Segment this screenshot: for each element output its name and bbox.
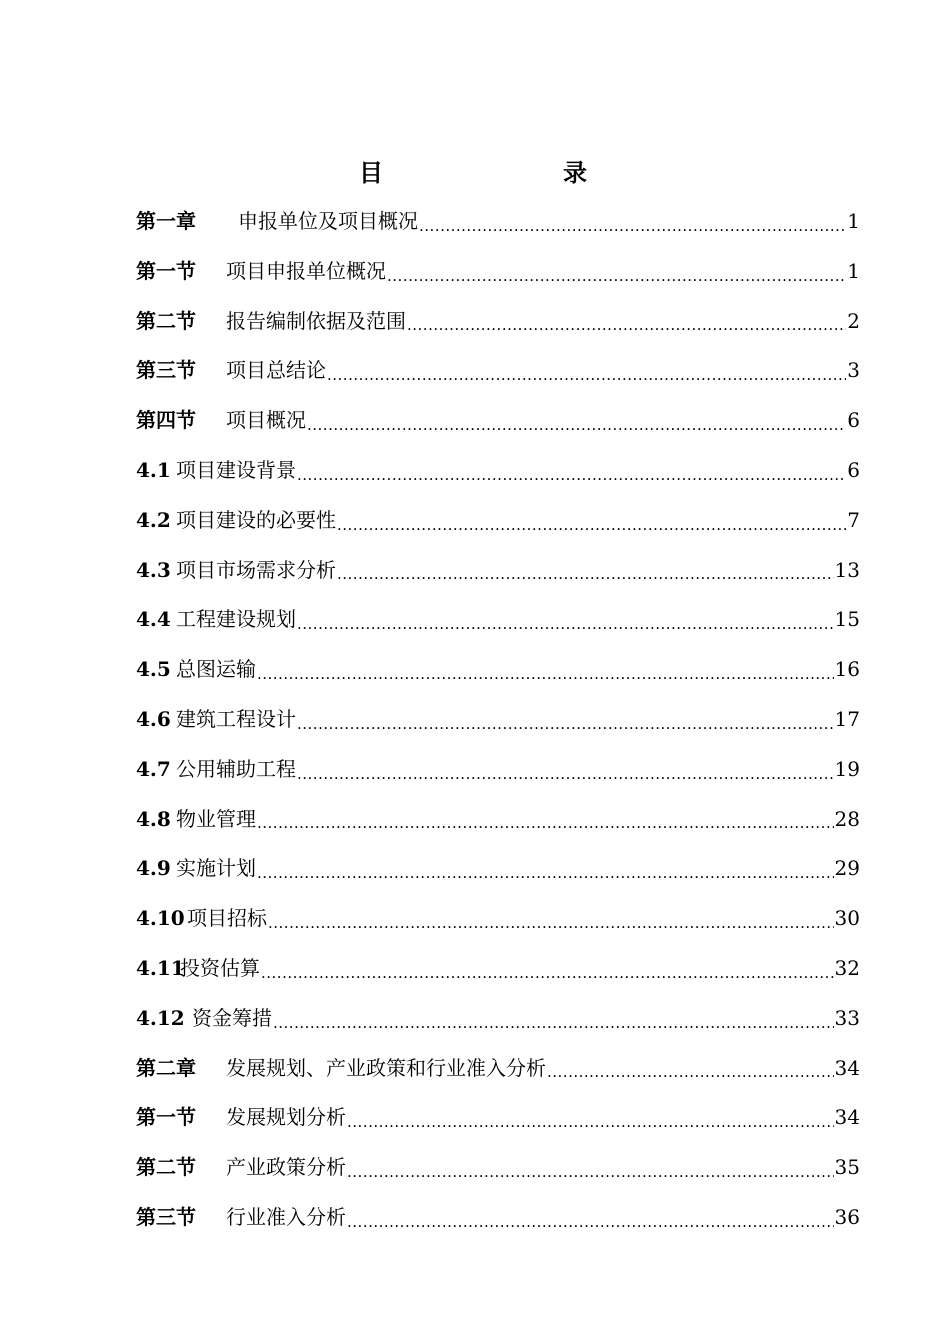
- toc-entry-title: 投资估算: [180, 955, 260, 980]
- toc-entry-number: 4.10: [136, 906, 185, 931]
- toc-entry-section[interactable]: [136, 396, 860, 446]
- toc-entry-page: 1: [847, 258, 860, 283]
- dot-leader: [273, 1016, 834, 1044]
- dot-leader: [297, 767, 834, 795]
- toc-entry-page: 7: [847, 507, 860, 532]
- toc-entry-number: 4.4: [136, 607, 171, 632]
- toc-entry-title: 工程建设规划: [176, 607, 296, 632]
- toc-entry-page: 34: [834, 1055, 860, 1080]
- toc-entry-page: 6: [847, 457, 860, 482]
- toc-title: 目 录: [359, 158, 631, 187]
- toc-entry-page: 28: [834, 806, 860, 831]
- dot-leader: [387, 269, 846, 297]
- toc-entry-number: 4.6: [136, 706, 171, 731]
- dot-leader: [347, 1115, 834, 1143]
- toc-entry-page: 36: [834, 1204, 860, 1229]
- dot-leader: [257, 816, 834, 844]
- toc-entry-section[interactable]: [136, 346, 860, 396]
- toc-entry-number: 第二章: [136, 1055, 196, 1080]
- toc-entry-section[interactable]: [136, 1143, 860, 1193]
- toc-entry-number: 4.1: [136, 457, 171, 482]
- toc-entry-subsection[interactable]: [136, 496, 860, 546]
- toc-entry-subsection[interactable]: [136, 844, 860, 894]
- toc-entry-subsection[interactable]: [136, 595, 860, 645]
- dot-leader: [347, 1165, 834, 1193]
- toc-entry-subsection[interactable]: [136, 894, 860, 944]
- toc-entry-number: 第四节: [136, 408, 196, 433]
- dot-leader: [337, 518, 846, 546]
- toc-entry-title: 项目概况: [226, 408, 306, 433]
- toc-entry-title: 报告编制依据及范围: [226, 308, 406, 333]
- toc-entry-number: 4.12: [136, 1005, 185, 1030]
- toc-entry-subsection[interactable]: [136, 446, 860, 496]
- toc-entry-subsection[interactable]: [136, 994, 860, 1044]
- toc-entry-title: 项目申报单位概况: [226, 258, 386, 283]
- toc-entry-page: 2: [847, 308, 860, 333]
- toc-entry-number: 第一节: [136, 258, 196, 283]
- toc-entry-subsection[interactable]: [136, 695, 860, 745]
- toc-entry-title: 物业管理: [176, 806, 256, 831]
- toc-entry-number: 第二节: [136, 1155, 196, 1180]
- toc-entry-section[interactable]: [136, 1093, 860, 1143]
- dot-leader: [347, 1215, 834, 1243]
- toc-entry-title: 资金筹措: [192, 1005, 272, 1030]
- dot-leader: [257, 866, 834, 894]
- toc-entry-title: 项目总结论: [226, 358, 326, 383]
- toc-entry-subsection[interactable]: [136, 645, 860, 695]
- toc-entry-number: 4.5: [136, 657, 171, 682]
- toc-entry-page: 34: [834, 1105, 860, 1130]
- toc-entry-subsection[interactable]: [136, 944, 860, 994]
- toc-entry-page: 33: [834, 1005, 860, 1030]
- toc-entry-number: 4.11: [136, 955, 185, 980]
- dot-leader: [337, 567, 834, 595]
- toc-entry-page: 30: [834, 906, 860, 931]
- toc-entry-number: 4.9: [136, 856, 171, 881]
- toc-entry-subsection[interactable]: [136, 745, 860, 795]
- toc-entry-section[interactable]: [136, 247, 860, 297]
- toc-entry-section[interactable]: [136, 1193, 860, 1243]
- toc-entry-title: 项目建设背景: [176, 457, 296, 482]
- toc-entry-page: 17: [834, 706, 860, 731]
- toc-entry-title: 建筑工程设计: [176, 706, 296, 731]
- toc-entry-title: 发展规划、产业政策和行业准入分析: [226, 1055, 546, 1080]
- toc-list: [136, 197, 860, 1243]
- toc-entry-section[interactable]: [136, 297, 860, 347]
- toc-entry-page: 19: [834, 756, 860, 781]
- toc-entry-number: 4.3: [136, 557, 171, 582]
- toc-entry-title: 项目招标: [187, 906, 267, 931]
- dot-leader: [297, 468, 846, 496]
- toc-entry-title: 产业政策分析: [226, 1155, 346, 1180]
- toc-entry-title: 行业准入分析: [226, 1204, 346, 1229]
- toc-entry-page: 13: [834, 557, 860, 582]
- toc-entry-title: 项目市场需求分析: [176, 557, 336, 582]
- dot-leader: [257, 667, 834, 695]
- dot-leader: [268, 916, 834, 944]
- dot-leader: [419, 219, 846, 247]
- toc-entry-page: 3: [847, 358, 860, 383]
- toc-entry-page: 35: [834, 1155, 860, 1180]
- toc-entry-number: 第二节: [136, 308, 196, 333]
- toc-entry-number: 第三节: [136, 358, 196, 383]
- toc-entry-page: 16: [834, 657, 860, 682]
- toc-entry-number: 第一节: [136, 1105, 196, 1130]
- toc-entry-page: 32: [834, 955, 860, 980]
- dot-leader: [261, 966, 834, 994]
- toc-entry-subsection[interactable]: [136, 546, 860, 596]
- toc-entry-title: 申报单位及项目概况: [238, 209, 418, 233]
- dot-leader: [407, 318, 846, 346]
- dot-leader: [307, 418, 846, 446]
- toc-entry-number: 4.8: [136, 806, 171, 831]
- toc-entry-number: 4.2: [136, 507, 171, 532]
- toc-entry-title: 实施计划: [176, 856, 256, 881]
- toc-entry-title: 总图运输: [176, 657, 256, 682]
- toc-entry-subsection[interactable]: [136, 795, 860, 845]
- toc-entry-chapter-2[interactable]: [136, 1044, 860, 1094]
- toc-entry-number: 第三节: [136, 1204, 196, 1229]
- toc-entry-title: 发展规划分析: [226, 1105, 346, 1130]
- toc-entry-title: 项目建设的必要性: [176, 507, 336, 532]
- dot-leader: [327, 368, 846, 396]
- toc-entry-number: 第一章: [136, 209, 196, 233]
- toc-entry-page: 29: [834, 856, 860, 881]
- toc-entry-page: 15: [834, 607, 860, 632]
- dot-leader: [547, 1065, 834, 1093]
- toc-entry-number: 4.7: [136, 756, 171, 781]
- dot-leader: [297, 617, 834, 645]
- toc-entry-chapter-1[interactable]: [136, 197, 860, 247]
- toc-entry-title: 公用辅助工程: [176, 756, 296, 781]
- toc-entry-page: 6: [847, 408, 860, 433]
- toc-entry-page: 1: [847, 209, 860, 233]
- dot-leader: [297, 717, 834, 745]
